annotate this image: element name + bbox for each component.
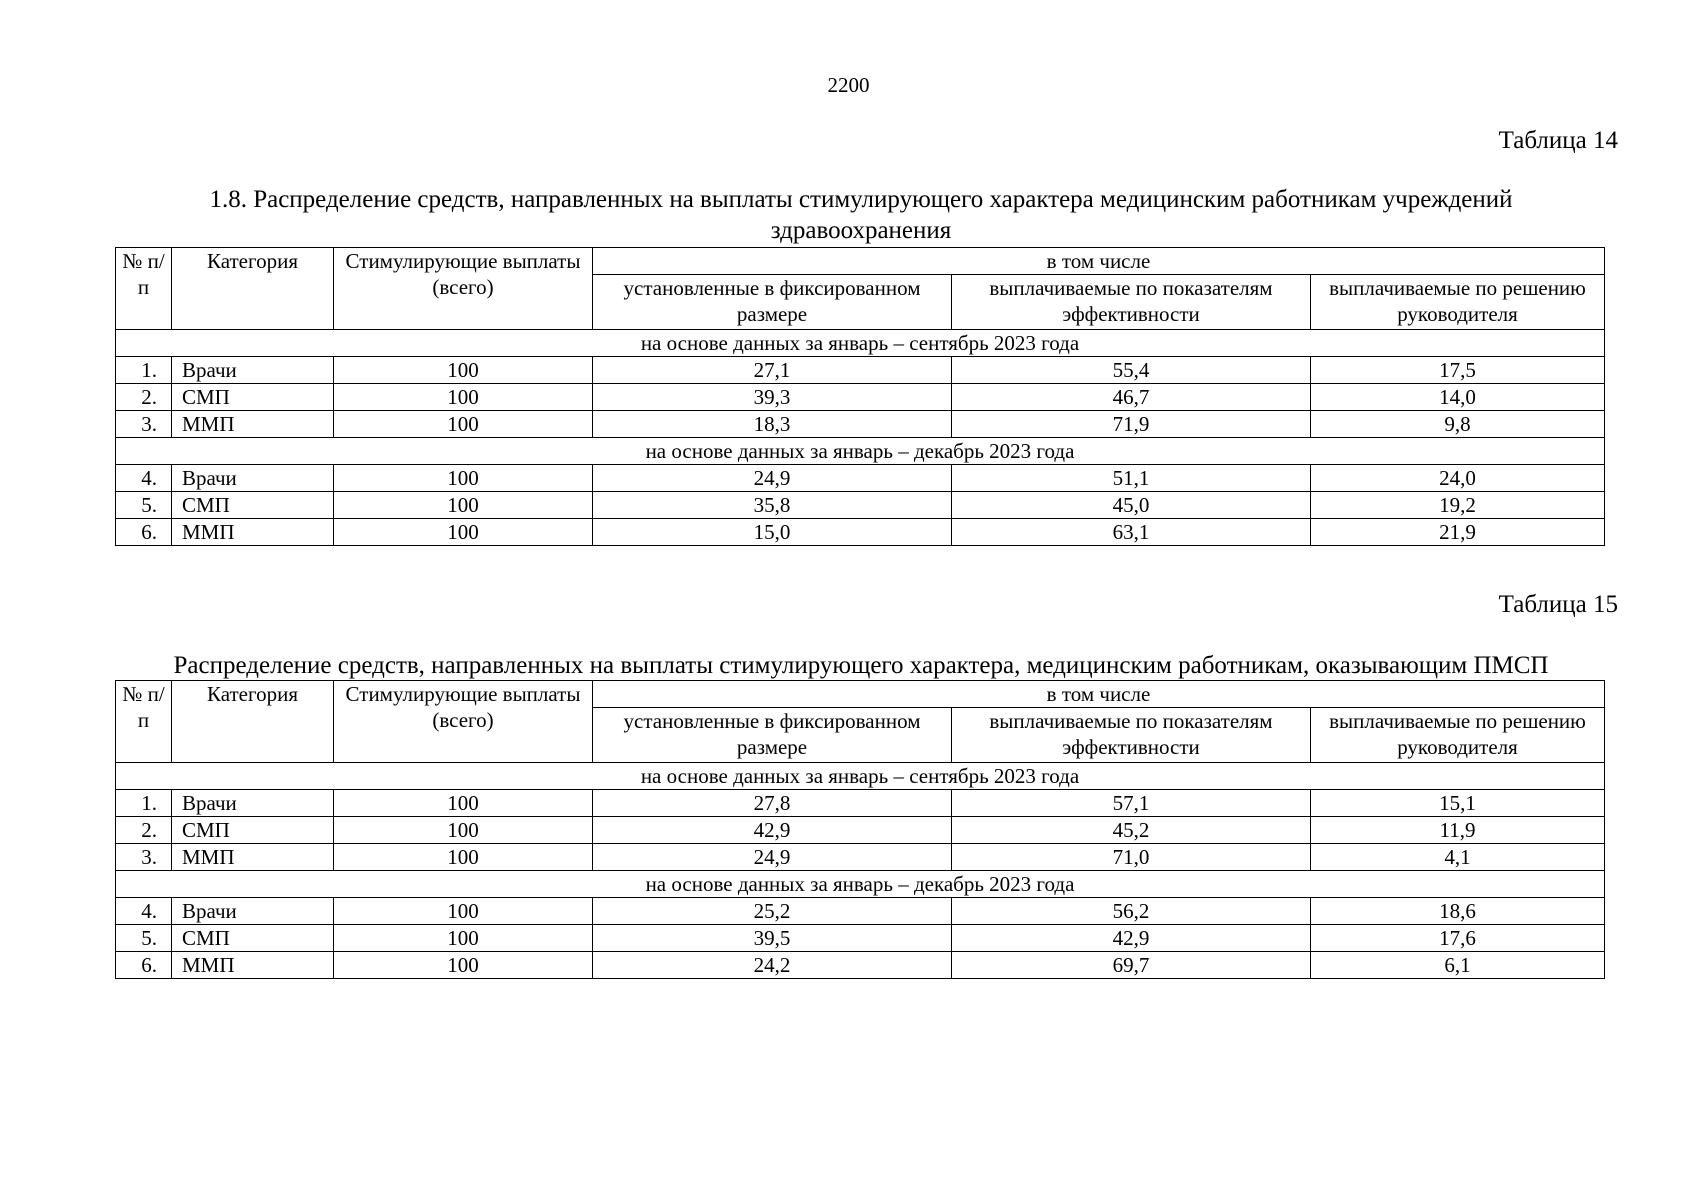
- cell-fixed: 15,0: [593, 519, 952, 546]
- table-row: [116, 492, 1605, 519]
- cell-category: ММП: [172, 411, 334, 438]
- cell-performance: 69,7: [952, 952, 1311, 979]
- header-including: в том числе: [593, 681, 1605, 708]
- cell-manager: 21,9: [1311, 519, 1605, 546]
- table-row: [116, 898, 1605, 925]
- section-title: на основе данных за январь – декабрь 2023 года: [116, 871, 1605, 898]
- header-fixed: установленные в фиксированном размере: [593, 708, 952, 763]
- cell-fixed: 27,1: [593, 357, 952, 384]
- table15-title: [100, 650, 1622, 681]
- header-fixed: установленные в фиксированном размере: [593, 275, 952, 330]
- header-including: в том числе: [593, 248, 1605, 275]
- cell-category: ММП: [172, 844, 334, 871]
- cell-num: 5.: [116, 492, 172, 519]
- cell-num: 6.: [116, 519, 172, 546]
- section-title: на основе данных за январь – декабрь 2023 года: [116, 438, 1605, 465]
- table14-title: [110, 184, 1612, 246]
- cell-num: 3.: [116, 844, 172, 871]
- table-row: [116, 817, 1605, 844]
- header-total: Стимулирующие выплаты (всего): [334, 681, 593, 763]
- cell-manager: 6,1: [1311, 952, 1605, 979]
- cell-performance: 63,1: [952, 519, 1311, 546]
- cell-num: 1.: [116, 790, 172, 817]
- cell-performance: 55,4: [952, 357, 1311, 384]
- cell-category: ММП: [172, 519, 334, 546]
- table14: [115, 247, 1605, 546]
- table-row: [116, 465, 1605, 492]
- cell-total: 100: [334, 898, 593, 925]
- cell-manager: 24,0: [1311, 465, 1605, 492]
- header-category: Категория: [172, 681, 334, 763]
- cell-fixed: 24,9: [593, 465, 952, 492]
- cell-performance: 71,0: [952, 844, 1311, 871]
- cell-total: 100: [334, 465, 593, 492]
- cell-total: 100: [334, 925, 593, 952]
- cell-performance: 45,0: [952, 492, 1311, 519]
- cell-fixed: 25,2: [593, 898, 952, 925]
- cell-total: 100: [334, 844, 593, 871]
- cell-performance: 45,2: [952, 817, 1311, 844]
- cell-num: 4.: [116, 898, 172, 925]
- cell-total: 100: [334, 411, 593, 438]
- cell-num: 3.: [116, 411, 172, 438]
- table14-title-line1: 1.8. Распределение средств, направленных на выплаты стимулирующего характера медицинским работникам учреждений: [209, 186, 1513, 213]
- cell-manager: 19,2: [1311, 492, 1605, 519]
- header-performance: выплачиваемые по показателям эффективности: [952, 708, 1311, 763]
- cell-total: 100: [334, 357, 593, 384]
- table-row: [116, 357, 1605, 384]
- cell-manager: 15,1: [1311, 790, 1605, 817]
- table15: [115, 680, 1605, 979]
- cell-category: Врачи: [172, 357, 334, 384]
- cell-category: Врачи: [172, 898, 334, 925]
- cell-total: 100: [334, 952, 593, 979]
- cell-num: 5.: [116, 925, 172, 952]
- cell-category: СМП: [172, 492, 334, 519]
- header-manager: выплачиваемые по решению руководителя: [1311, 275, 1605, 330]
- cell-fixed: 39,3: [593, 384, 952, 411]
- cell-num: 1.: [116, 357, 172, 384]
- table15-title-line1: Распределение средств, направленных на выплаты стимулирующего характера, медицинским работникам, оказывающим ПМСП: [173, 652, 1549, 679]
- cell-total: 100: [334, 519, 593, 546]
- section-title: на основе данных за январь – сентябрь 2023 года: [116, 763, 1605, 790]
- cell-fixed: 24,9: [593, 844, 952, 871]
- table-row: [116, 411, 1605, 438]
- cell-num: 4.: [116, 465, 172, 492]
- cell-manager: 14,0: [1311, 384, 1605, 411]
- cell-num: 6.: [116, 952, 172, 979]
- cell-category: СМП: [172, 384, 334, 411]
- cell-total: 100: [334, 492, 593, 519]
- cell-category: СМП: [172, 817, 334, 844]
- cell-manager: 11,9: [1311, 817, 1605, 844]
- header-manager: выплачиваемые по решению руководителя: [1311, 708, 1605, 763]
- table-row: [116, 844, 1605, 871]
- cell-category: Врачи: [172, 465, 334, 492]
- cell-manager: 4,1: [1311, 844, 1605, 871]
- header-performance: выплачиваемые по показателям эффективности: [952, 275, 1311, 330]
- cell-total: 100: [334, 384, 593, 411]
- table-row: [116, 519, 1605, 546]
- cell-manager: 18,6: [1311, 898, 1605, 925]
- section-title: на основе данных за январь – сентябрь 2023 года: [116, 330, 1605, 357]
- cell-performance: 42,9: [952, 925, 1311, 952]
- table-row: [116, 925, 1605, 952]
- page-number: 2200: [827, 73, 870, 97]
- table-row: [116, 790, 1605, 817]
- cell-fixed: 39,5: [593, 925, 952, 952]
- table14-title-line2: здравоохранения: [770, 217, 952, 244]
- cell-fixed: 42,9: [593, 817, 952, 844]
- cell-performance: 71,9: [952, 411, 1311, 438]
- cell-performance: 51,1: [952, 465, 1311, 492]
- table14-label: Таблица 14: [1498, 127, 1618, 154]
- cell-category: Врачи: [172, 790, 334, 817]
- cell-num: 2.: [116, 384, 172, 411]
- cell-num: 2.: [116, 817, 172, 844]
- cell-total: 100: [334, 790, 593, 817]
- cell-total: 100: [334, 817, 593, 844]
- cell-fixed: 24,2: [593, 952, 952, 979]
- cell-fixed: 35,8: [593, 492, 952, 519]
- cell-performance: 56,2: [952, 898, 1311, 925]
- cell-manager: 17,6: [1311, 925, 1605, 952]
- cell-category: СМП: [172, 925, 334, 952]
- cell-performance: 57,1: [952, 790, 1311, 817]
- header-num: № п/п: [116, 681, 172, 763]
- table15-label: Таблица 15: [1498, 591, 1618, 618]
- cell-manager: 9,8: [1311, 411, 1605, 438]
- cell-performance: 46,7: [952, 384, 1311, 411]
- header-num: № п/п: [116, 248, 172, 330]
- table-row: [116, 952, 1605, 979]
- cell-fixed: 18,3: [593, 411, 952, 438]
- cell-category: ММП: [172, 952, 334, 979]
- cell-manager: 17,5: [1311, 357, 1605, 384]
- table-row: [116, 384, 1605, 411]
- header-total: Стимулирующие выплаты (всего): [334, 248, 593, 330]
- cell-fixed: 27,8: [593, 790, 952, 817]
- header-category: Категория: [172, 248, 334, 330]
